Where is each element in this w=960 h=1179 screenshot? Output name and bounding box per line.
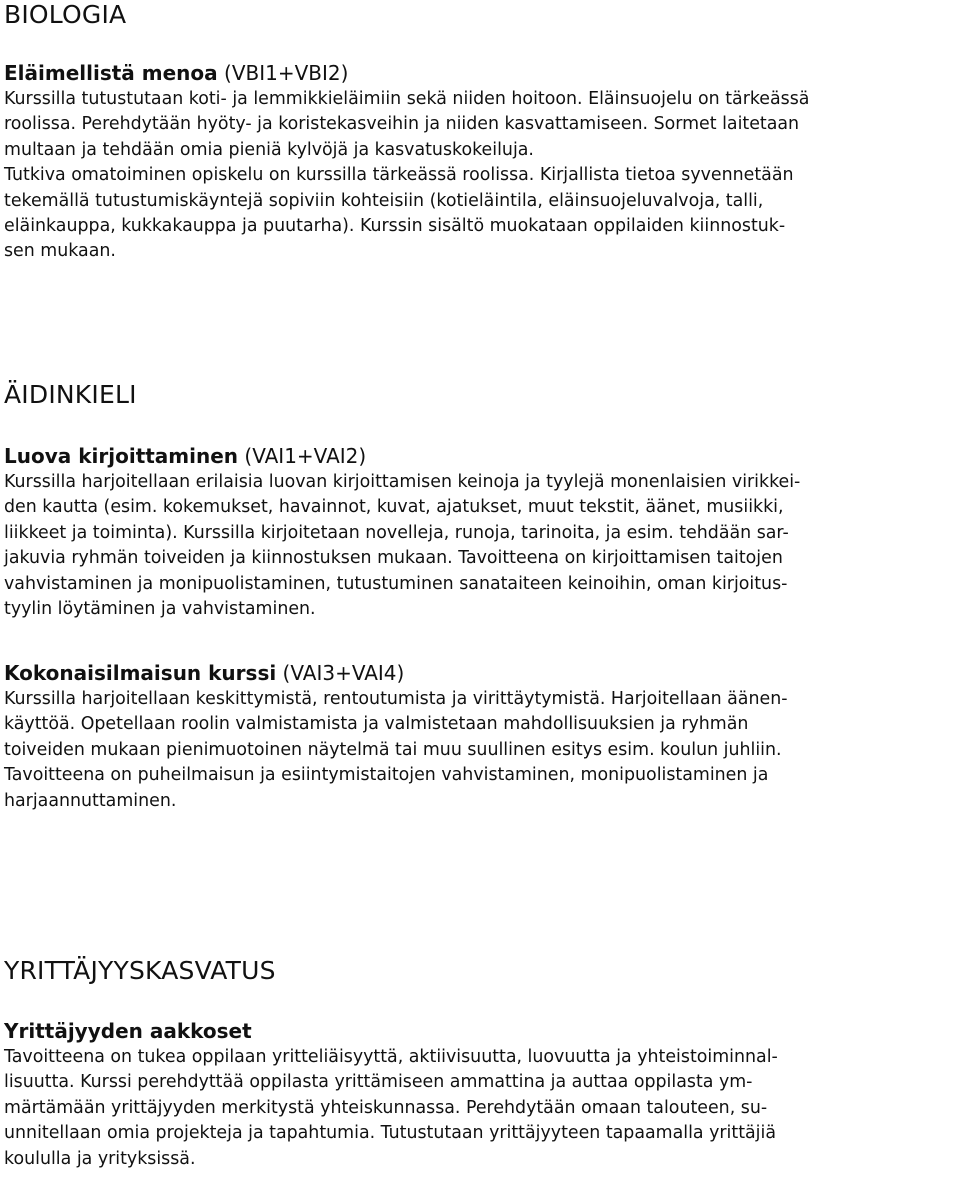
course-title: Luova kirjoittaminen [4, 444, 239, 468]
course-code: (VBI1+VBI2) [217, 61, 349, 85]
course-code: (VAI3+VAI4) [276, 661, 405, 685]
course-title: Yrittäjyyden aakkoset [4, 1019, 252, 1043]
section-heading-yrittajyyskasvatus: YRITTÄJYYSKASVATUS [4, 956, 276, 985]
course-title: Kokonaisilmaisun kurssi [4, 661, 277, 685]
course-header [4, 59, 948, 87]
course-title: Eläimellistä menoa [4, 61, 218, 85]
course-yrittajyyden-aakkoset [4, 1017, 948, 1172]
course-description: Tavoitteena on tukea oppilaan yritteliäisyyttä, aktiivisuutta, luovuutta ja yhteistoiminnal- lisuutta. Kurssi perehdyttää oppilasta yrittämiseen ammattina ja auttaa oppilasta ym- märtämään yrittäjyyden merkitystä yhteiskunnassa. Perehdytään omaan talouteen, su- unnitellaan omia projekteja ja tapahtumia. Tutustutaan yrittäjyyteen tapaamalla yrittäjiä koululla ja yrityksissä. [4, 1047, 778, 1169]
course-kokonaisilmaisun-kurssi [4, 659, 948, 814]
section-heading-biologia: BIOLOGIA [4, 0, 127, 29]
course-description: Kurssilla harjoitellaan keskittymistä, rentoutumista ja virittäytymistä. Harjoitellaan äänen- käyttöä. Opetellaan roolin valmistamista ja valmistetaan mahdollisuuksien ja ryhmän toiveiden mukaan pienimuotoinen näytelmä tai muu suullinen esitys esim. koulun juhliin. Tavoitteena on puheilmaisun ja esiintymistaitojen vahvistaminen, monipuolistaminen ja harjaannuttaminen. [4, 689, 788, 811]
course-description: Kurssilla harjoitellaan erilaisia luovan kirjoittamisen keinoja ja tyylejä monenlaisien virikkei- den kautta (esim. kokemukset, havainnot, kuvat, ajatukset, muut tekstit, äänet, musiikki, liikkeet ja toiminta). Kurssilla kirjoitetaan novelleja, runoja, tarinoita, ja esim. tehdään sar- jakuvia ryhmän toiveiden ja kiinnostuksen mukaan. Tavoitteena on kirjoittamisen taitojen vahvistaminen ja monipuolistaminen, tutustuminen sanataiteen keinoihin, oman kirjoitus- tyylin löytäminen ja vahvistaminen. [4, 472, 801, 620]
section-heading-aidinkieli: ÄIDINKIELI [4, 380, 137, 409]
course-luova-kirjoittaminen [4, 442, 948, 622]
course-description: Kurssilla tutustutaan koti- ja lemmikkieläimiin sekä niiden hoitoon. Eläinsuojelu on tärkeässä roolissa. Perehdytään hyöty- ja koristekasveihin ja niiden kasvattamiseen. Sormet laitetaan multaan ja tehdään omia pieniä kylvöjä ja kasvatuskokeiluja. Tutkiva omatoiminen opiskelu on kurssilla tärkeässä roolissa. Kirjallista tietoa syvennetään tekemällä tutustumiskäyntejä sopiviin kohteisiin (kotieläintila, eläinsuojeluvalvoja, talli, eläinkauppa, kukkakauppa ja puutarha). Kurssin sisältö muokataan oppilaiden kiinnostuk- sen mukaan. [4, 89, 810, 262]
course-elaimellista-menoa [4, 59, 948, 265]
course-header [4, 442, 948, 470]
course-header [4, 1017, 948, 1045]
course-code: (VAI1+VAI2) [238, 444, 367, 468]
course-header [4, 659, 948, 687]
